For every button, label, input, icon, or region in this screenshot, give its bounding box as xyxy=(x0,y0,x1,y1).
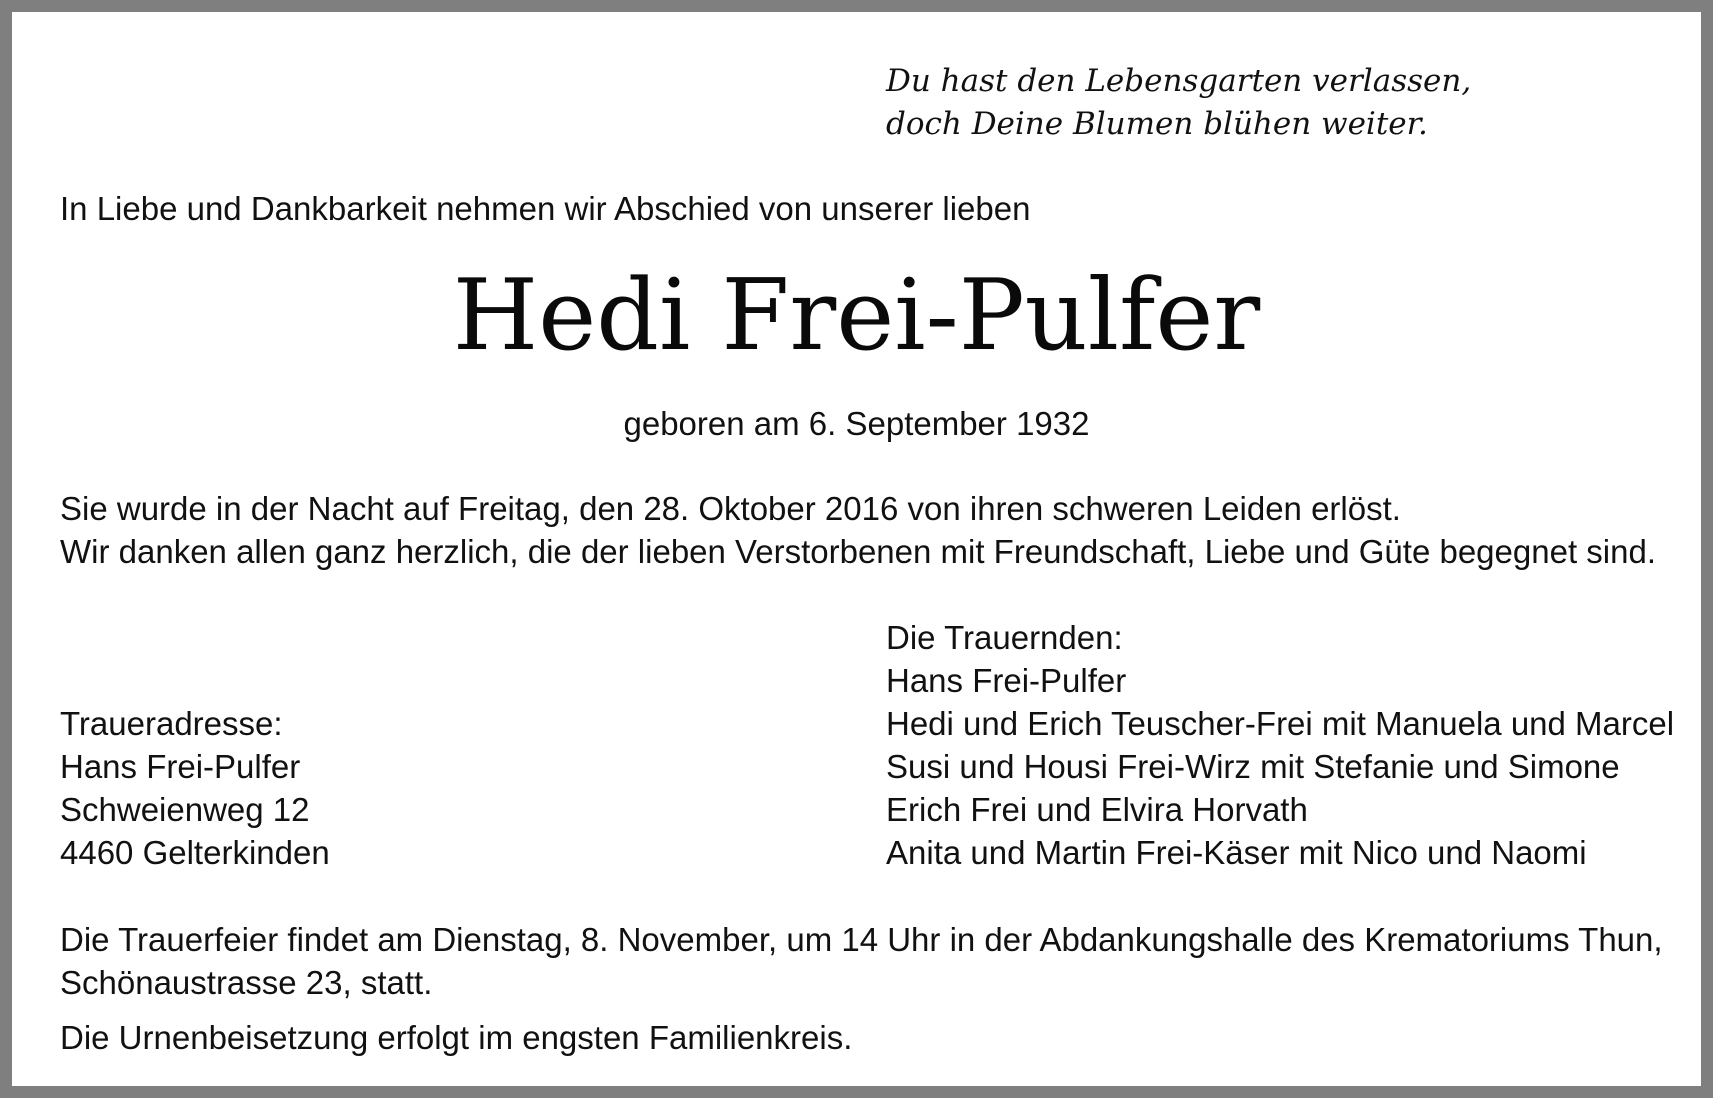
mourners-list xyxy=(886,616,1674,874)
mourners-heading: Die Trauernden: xyxy=(886,619,1123,656)
address-line: Schweienweg 12 xyxy=(60,791,310,828)
birth-date: geboren am 6. September 1932 xyxy=(623,405,1090,442)
mourner-name: Susi und Housi Frei-Wirz mit Stefanie und Simone xyxy=(886,748,1620,785)
passing-text xyxy=(60,487,1656,573)
intro-text: In Liebe und Dankbarkeit nehmen wir Abschied von unserer lieben xyxy=(60,190,1031,227)
urn-burial-note: Die Urnenbeisetzung erfolgt im engsten Familienkreis. xyxy=(60,1019,853,1056)
ceremony-info xyxy=(60,918,1663,1004)
ceremony-line: Schönaustrasse 23, statt. xyxy=(60,964,433,1001)
verse-line: Du hast den Lebensgarten verlassen, xyxy=(886,63,1472,99)
address-line: Hans Frei-Pulfer xyxy=(60,748,301,785)
mourner-name: Hedi und Erich Teuscher-Frei mit Manuela und Marcel xyxy=(886,705,1675,742)
mourning-address xyxy=(60,702,330,874)
deceased-name: Hedi Frei-Pulfer xyxy=(452,259,1261,373)
ceremony-line: Die Trauerfeier findet am Dienstag, 8. November, um 14 Uhr in der Abdankungshalle des Krematoriums Thun, xyxy=(60,921,1663,958)
obituary-notice xyxy=(12,12,1701,1086)
passing-line: Wir danken allen ganz herzlich, die der lieben Verstorbenen mit Freundschaft, Liebe und Güte begegnet sind. xyxy=(60,533,1656,570)
verse-quote xyxy=(886,60,1471,146)
mourner-name: Erich Frei und Elvira Horvath xyxy=(886,791,1308,828)
mourner-name: Anita und Martin Frei-Käser mit Nico und Naomi xyxy=(886,834,1587,871)
mourner-name: Hans Frei-Pulfer xyxy=(886,662,1127,699)
address-line: 4460 Gelterkinden xyxy=(60,834,330,871)
address-heading: Traueradresse: xyxy=(60,705,283,742)
verse-line: doch Deine Blumen blühen weiter. xyxy=(886,106,1428,142)
passing-line: Sie wurde in der Nacht auf Freitag, den 28. Oktober 2016 von ihren schweren Leiden erlöst. xyxy=(60,490,1401,527)
